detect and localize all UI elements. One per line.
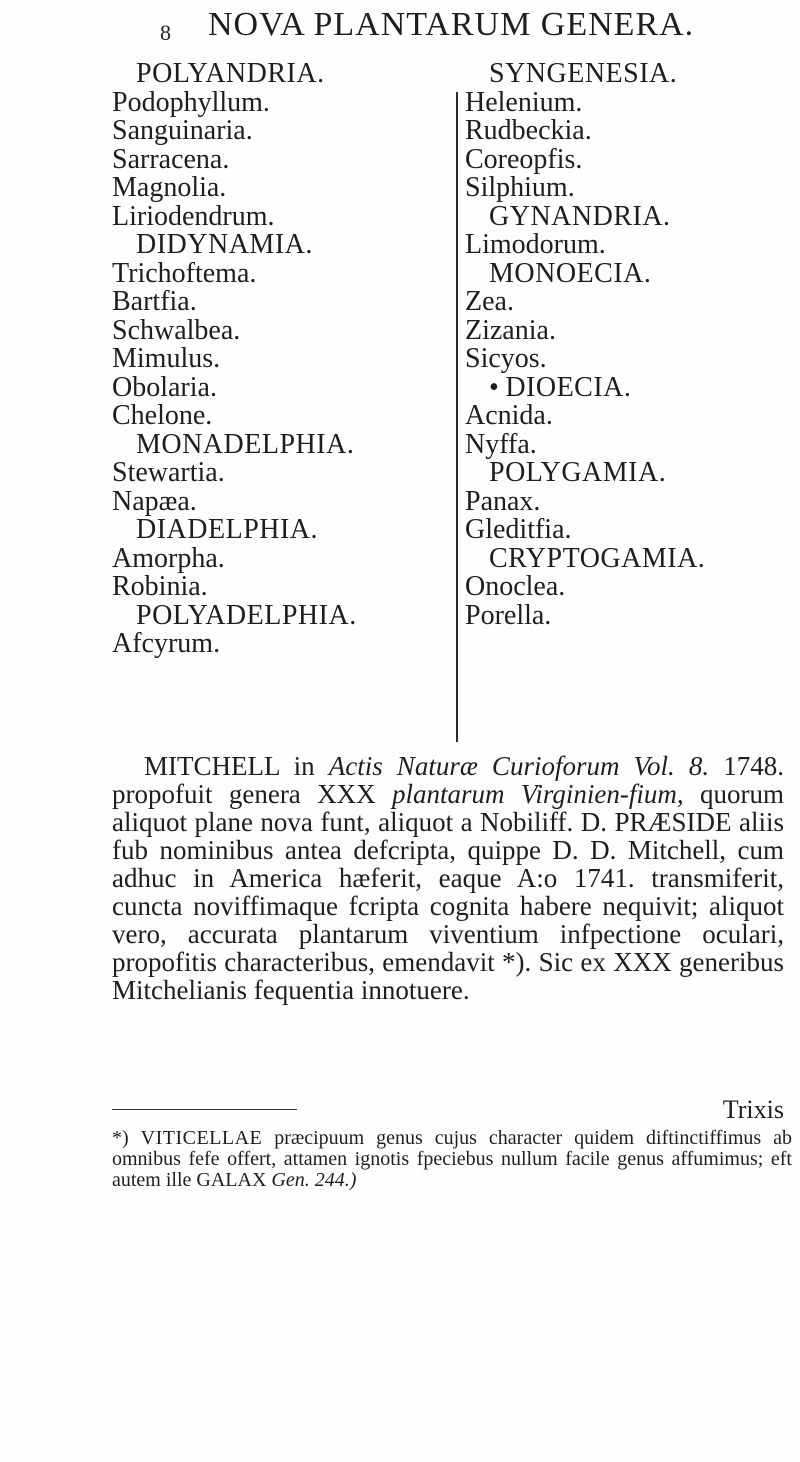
footnote-text [112, 1128, 792, 1191]
class-heading: DIADELPHIA. [136, 514, 319, 545]
genus-item: Gleditfia. [465, 514, 572, 545]
journal-title: Actis Naturæ Curioforum Vol. 8. [328, 751, 710, 781]
genus-item: Sarracena. [112, 143, 230, 175]
body-paragraph [112, 752, 784, 1004]
genus-item: Coreopfis. [465, 143, 583, 175]
class-heading: CRYPTOGAMIA. [489, 542, 706, 574]
catchword: Trixis [722, 1095, 784, 1124]
catchword-row [112, 1095, 784, 1131]
genus-item: Nyffa. [465, 428, 537, 460]
class-heading: GYNANDRIA. [489, 200, 671, 232]
genus-item: Amorpha. [112, 542, 225, 574]
genus-item: Zea. [465, 286, 514, 317]
genus-item: Silphium. [465, 172, 575, 203]
plants-title: plantarum Virginien-fium, [392, 779, 684, 809]
genus-item: Sicyos. [465, 343, 547, 374]
genus-item: Liriodendrum. [112, 200, 275, 232]
genus-item: Robinia. [112, 571, 208, 602]
genus-item: Stewartia. [112, 457, 225, 488]
author-name: MITCHELL [144, 751, 280, 781]
genus-item: Magnolia. [112, 172, 227, 203]
genus-item: Obolaria. [112, 371, 217, 403]
genus-item: Afcyrum. [112, 628, 221, 659]
genus-item: Acnida. [465, 400, 553, 431]
page-header [0, 6, 800, 56]
page-number: 8 [160, 20, 171, 45]
genus-item: Limodorum. [465, 229, 606, 260]
connector-word: in [293, 751, 315, 781]
footnote-heading: VITICELLAE [140, 1127, 263, 1149]
genus-item: Porella. [465, 599, 552, 631]
class-heading: DIDYNAMIA. [136, 229, 313, 260]
class-heading: POLYANDRIA. [136, 58, 325, 89]
column-divider [456, 92, 458, 742]
genus-item: Trichoftema. [112, 257, 257, 289]
footnote-reference: Gen. 244.) [271, 1169, 357, 1191]
paragraph-text [112, 752, 784, 1004]
class-heading: MONADELPHIA. [136, 428, 355, 460]
bullet-marker: • [489, 371, 500, 403]
genus-item: Mimulus. [112, 343, 221, 374]
footnote-marker: *) [112, 1127, 129, 1149]
running-title: NOVA PLANTARUM GENERA. [208, 6, 695, 43]
class-heading [465, 371, 785, 403]
genus-item: Zizania. [465, 314, 556, 346]
right-genera-column [465, 60, 785, 630]
class-heading: SYNGENESIA. [489, 58, 678, 89]
genus-item: Panax. [465, 485, 541, 517]
footnote-body: præcipuum genus cujus character quidem diftinctiffimus ab omnibus fefe offert, attamen ignotis fpeciebus nullum facile genus affumimus; eft autem ille [112, 1127, 793, 1191]
class-heading: POLYGAMIA. [489, 457, 667, 488]
genus-item: Bartfia. [112, 286, 197, 317]
footnote-rule [112, 1109, 297, 1110]
left-genera-column [112, 60, 442, 659]
genus-item: Sanguinaria. [112, 115, 253, 146]
class-heading: MONOECIA. [489, 257, 652, 289]
footnote-end-name: GALAX [196, 1169, 267, 1191]
class-heading-text: DIOECIA. [505, 371, 632, 403]
genus-item: Napæa. [112, 485, 197, 517]
class-heading: POLYADELPHIA. [136, 599, 357, 631]
genus-item: Helenium. [465, 86, 583, 118]
footnote [112, 1128, 792, 1191]
genus-item: Podophyllum. [112, 86, 270, 118]
genus-item: Onoclea. [465, 571, 566, 602]
paragraph-fragment: 1748. propofuit genera XXX [112, 751, 785, 809]
paragraph-fragment: quorum aliquot plane nova funt, aliquot a Nobiliff. D. PRÆSIDE aliis fub nominibus antea defcripta, quippe D. D. Mitchell, cum adhuc in America hæferit, eaque A:o 1741. transmiferit, cuncta noviffimaque fcripta cognita habere nequivit; aliquot vero, accurata plantarum viventium infpectione oculari, propofitis characteribus, emendavit *). Sic ex XXX generibus Mitchelianis fequentia innotuere. [112, 779, 785, 1005]
genus-item: Schwalbea. [112, 314, 241, 346]
genus-item: Chelone. [112, 400, 213, 431]
genus-item: Rudbeckia. [465, 115, 592, 146]
